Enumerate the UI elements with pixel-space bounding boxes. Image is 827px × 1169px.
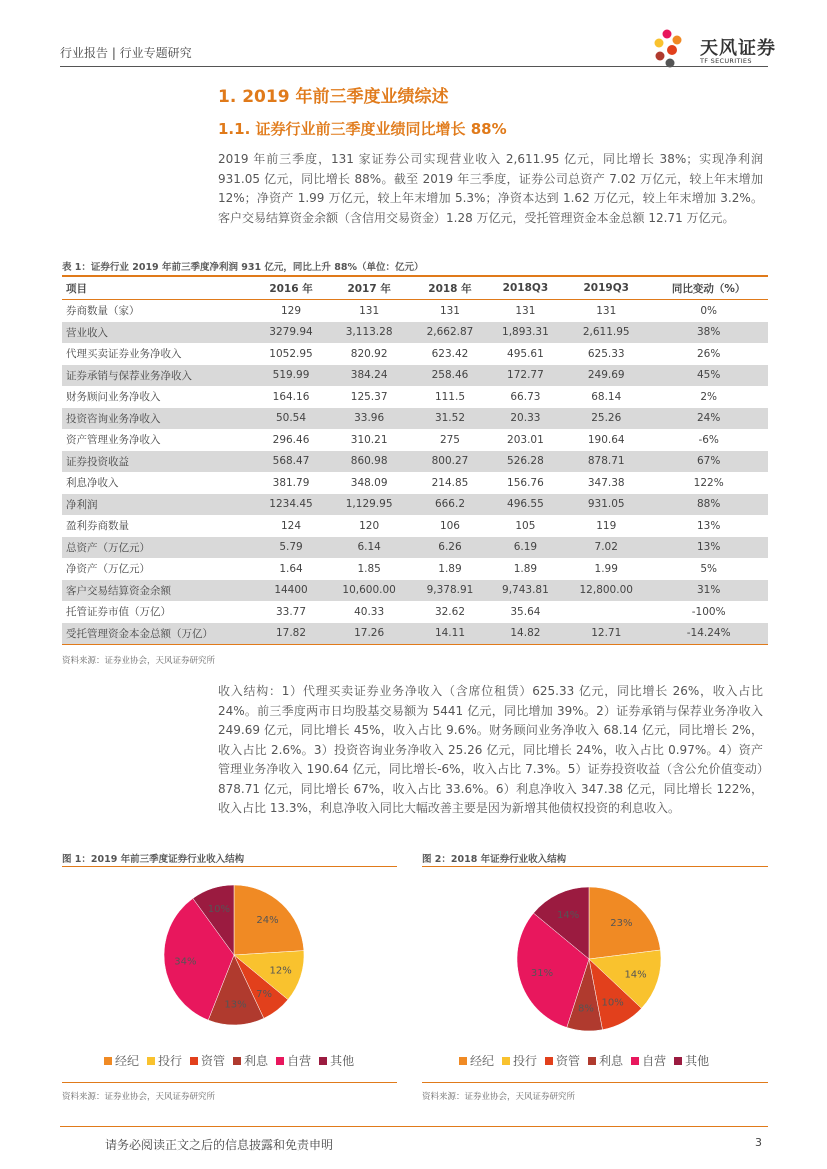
- row-label: 证券投资收益: [62, 451, 256, 473]
- performance-table: [62, 275, 768, 645]
- table-cell: 1052.95: [269, 347, 313, 360]
- pie-data-label: 14%: [624, 969, 647, 981]
- table-cell: 119: [596, 519, 617, 532]
- row-label: 营业收入: [62, 322, 256, 344]
- table-cell: 131: [515, 304, 536, 317]
- table-header-cell: 2016 年: [256, 276, 326, 300]
- table-cell: 122%: [693, 476, 724, 489]
- legend-swatch: [276, 1057, 284, 1065]
- legend-item: [147, 1052, 182, 1069]
- table-cell: 105: [515, 519, 536, 532]
- table-cell: 5.79: [256, 537, 326, 559]
- table-cell: 310.21: [350, 433, 388, 446]
- table-cell: 14.82: [488, 623, 563, 645]
- pie-data-label: 8%: [577, 1003, 594, 1015]
- table-cell: 6.19: [488, 537, 563, 559]
- table-cell: -14.24%: [649, 623, 768, 645]
- legend-item: [545, 1052, 580, 1069]
- disclaimer-text: 请务必阅读正文之后的信息披露和免责申明: [105, 1138, 334, 1152]
- pie-data-label: 14%: [557, 910, 580, 922]
- table-cell: 14.11: [412, 623, 487, 645]
- figure-1-title: 图 1：2019 年前三季度证券行业收入结构: [62, 854, 245, 865]
- logo-text: 天风证券: [700, 38, 776, 59]
- figure-1-legend: [104, 1052, 354, 1069]
- table-cell: 1,129.95: [326, 494, 412, 516]
- legend-label: 其他: [685, 1054, 710, 1068]
- table-cell: 20.33: [488, 408, 563, 430]
- legend-label: 经纪: [470, 1054, 495, 1068]
- row-label: 证券承销与保荐业务净收入: [62, 365, 256, 387]
- table-cell: 495.61: [507, 347, 544, 360]
- table-cell: 131: [359, 304, 380, 317]
- table-cell: 275: [439, 433, 460, 446]
- legend-label: 资管: [556, 1054, 581, 1068]
- figure-2-bottom-rule: [422, 1082, 768, 1083]
- table-cell: 1,893.31: [488, 322, 563, 344]
- table-cell: 190.64: [587, 433, 625, 446]
- legend-item: [631, 1052, 666, 1069]
- legend-swatch: [502, 1057, 510, 1065]
- table-cell: 17.82: [256, 623, 326, 645]
- table-cell: 1.99: [594, 562, 618, 575]
- legend-swatch: [104, 1057, 112, 1065]
- table-cell: 820.92: [350, 347, 388, 360]
- logo-subtext: TF SECURITIES: [700, 57, 752, 65]
- subsection-heading: 1.1. 证券行业前三季度业绩同比增长 88%: [218, 120, 507, 138]
- table-cell: -100%: [691, 605, 726, 618]
- table-cell: 296.46: [272, 433, 310, 446]
- table-cell: 623.42: [431, 347, 469, 360]
- table-cell: 9,378.91: [412, 580, 487, 602]
- table-cell: 33.96: [326, 408, 412, 430]
- table-row: [62, 429, 768, 451]
- logo-dot: [655, 39, 664, 48]
- legend-label: 其他: [330, 1054, 355, 1068]
- table-header-cell: 2018 年: [412, 276, 487, 300]
- pie-data-label: 10%: [601, 997, 624, 1009]
- table-cell: 1.89: [438, 562, 462, 575]
- logo-dot: [663, 30, 672, 39]
- table-cell: 214.85: [431, 476, 469, 489]
- legend-label: 资管: [201, 1054, 226, 1068]
- table-row: [62, 580, 768, 602]
- pie-data-label: 31%: [530, 968, 554, 980]
- table-cell: 6.14: [326, 537, 412, 559]
- legend-item: [233, 1052, 268, 1069]
- table-cell: 348.09: [350, 476, 388, 489]
- table-cell: 131: [439, 304, 460, 317]
- table-header-cell: 2018Q3: [488, 276, 563, 300]
- table-cell: 67%: [649, 451, 768, 473]
- row-label: 投资咨询业务净收入: [62, 408, 256, 430]
- legend-item: [276, 1052, 311, 1069]
- row-label: 净利润: [62, 494, 256, 516]
- pie-data-label: 13%: [224, 999, 247, 1011]
- row-label: 利息净收入: [66, 477, 119, 490]
- figure-2-top-rule: [422, 866, 768, 867]
- table-cell: 24%: [649, 408, 768, 430]
- row-label: 盈利券商数量: [66, 520, 129, 533]
- legend-label: 投行: [513, 1054, 538, 1068]
- table-cell: [563, 601, 649, 623]
- table-header-cell: 项目: [62, 276, 256, 300]
- row-label: 托管证券市值（万亿）: [66, 606, 171, 619]
- table-cell: 172.77: [488, 365, 563, 387]
- table-cell: 156.76: [507, 476, 544, 489]
- table-row: [62, 537, 768, 559]
- table-cell: 31.52: [412, 408, 487, 430]
- table-cell: 878.71: [563, 451, 649, 473]
- table-cell: 347.38: [587, 476, 625, 489]
- legend-label: 自营: [287, 1054, 312, 1068]
- pie-data-label: 34%: [174, 956, 197, 968]
- table-cell: 129: [280, 304, 302, 317]
- legend-swatch: [147, 1057, 155, 1065]
- table-cell: 10,600.00: [326, 580, 412, 602]
- row-label: 资产管理业务净收入: [66, 434, 161, 447]
- legend-swatch: [631, 1057, 639, 1065]
- table-cell: 203.01: [507, 433, 544, 446]
- pie-data-label: 23%: [610, 917, 633, 929]
- table-cell: 1234.45: [256, 494, 326, 516]
- table-cell: 1.89: [513, 562, 538, 575]
- table-cell: 45%: [649, 365, 768, 387]
- table-cell: 2%: [700, 390, 717, 403]
- table-cell: 12,800.00: [563, 580, 649, 602]
- table-header-cell: 同比变动（%）: [649, 276, 768, 300]
- figure-1-pie-chart: [162, 883, 306, 1027]
- table-cell: 249.69: [563, 365, 649, 387]
- row-label: 代理买卖证券业务净收入: [66, 348, 182, 361]
- table-cell: 17.26: [326, 623, 412, 645]
- legend-item: [190, 1052, 225, 1069]
- table-cell: -6%: [698, 433, 719, 446]
- table-cell: 13%: [649, 537, 768, 559]
- legend-item: [674, 1052, 709, 1069]
- revenue-structure-paragraph: 收入结构：1）代理买卖证券业务净收入（含席位租赁）625.33 亿元，同比增长 26%，收入占比 24%。前三季度两市日均股基交易额为 5441 亿元，同比增加 39%。2）证券承销与保荐业务净收入 249.69 亿元，同比增长 45%，收入占比 9.6%。财务顾问业务净收入 68.14 亿元，同比增长 2%，收入占比 2.6%。3）投资咨询业务净收入 25.26 亿元，同比增长 24%，收入占比 0.97%。4）资产管理业务净收入 190.64 亿元，同比增长-6%，收入占比 7.3%。5）证券投资收益（含公允价值变动）878.71 亿元，同比增长 67%，收入占比 33.6%。6）利息净收入 347.38 亿元，同比增长 122%，收入占比 13.3%，利息净收入同比大幅改善主要是因为新增其他债权投资的利息收入。: [218, 684, 763, 815]
- table-cell: 26%: [697, 347, 721, 360]
- table-cell: 860.98: [326, 451, 412, 473]
- table-cell: 25.26: [563, 408, 649, 430]
- table-cell: 800.27: [412, 451, 487, 473]
- figure-1-top-rule: [62, 866, 397, 867]
- table-cell: 164.16: [272, 390, 310, 403]
- table-cell: 7.02: [563, 537, 649, 559]
- table-cell: 35.64: [510, 605, 541, 618]
- table-cell: 5%: [700, 562, 717, 575]
- table-cell: 625.33: [587, 347, 625, 360]
- table-cell: 0%: [700, 304, 717, 317]
- table-header-cell: 2017 年: [326, 276, 412, 300]
- table-row: [62, 472, 768, 494]
- table-source: 资料来源：证券业协会，天风证券研究所: [62, 656, 216, 666]
- table-cell: 124: [280, 519, 302, 532]
- table-row: [62, 322, 768, 344]
- table-cell: 9,743.81: [488, 580, 563, 602]
- logo-dot: [667, 45, 677, 55]
- figure-2-title: 图 2：2018 年证券行业收入结构: [422, 854, 567, 865]
- row-label: 净资产（万亿元）: [66, 563, 150, 576]
- table-cell: 1.64: [279, 562, 303, 575]
- legend-swatch: [233, 1057, 241, 1065]
- table-cell: 33.77: [275, 605, 307, 618]
- table-row: [62, 494, 768, 516]
- table-cell: 66.73: [510, 390, 541, 403]
- table-row: [62, 343, 768, 365]
- legend-swatch: [319, 1057, 327, 1065]
- table-cell: 31%: [649, 580, 768, 602]
- table-row: [62, 601, 768, 623]
- pie-data-label: 7%: [256, 989, 272, 1001]
- table-cell: 526.28: [488, 451, 563, 473]
- table-row: [62, 558, 768, 580]
- table-cell: 38%: [649, 322, 768, 344]
- table-header-cell: 2019Q3: [563, 276, 649, 300]
- report-category: 行业报告 | 行业专题研究: [60, 46, 192, 60]
- logo-dot: [656, 52, 665, 61]
- table-cell: 88%: [649, 494, 768, 516]
- legend-swatch: [459, 1057, 467, 1065]
- table-cell: 1.85: [357, 562, 381, 575]
- table-cell: 111.5: [434, 390, 465, 403]
- legend-item: [588, 1052, 623, 1069]
- row-label: 受托管理资金本金总额（万亿）: [62, 623, 256, 645]
- legend-item: [502, 1052, 537, 1069]
- table-cell: 32.62: [434, 605, 465, 618]
- legend-label: 利息: [244, 1054, 269, 1068]
- legend-item: [104, 1052, 139, 1069]
- table-cell: 6.26: [412, 537, 487, 559]
- legend-label: 投行: [158, 1054, 183, 1068]
- row-label: 券商数量（家）: [66, 305, 140, 318]
- figure-1-source: 资料来源：证券业协会，天风证券研究所: [62, 1092, 216, 1102]
- table-cell: 384.24: [326, 365, 412, 387]
- table-cell: 40.33: [354, 605, 385, 618]
- section-heading: 1. 2019 年前三季度业绩综述: [218, 87, 449, 107]
- table-cell: 50.54: [256, 408, 326, 430]
- legend-swatch: [674, 1057, 682, 1065]
- table-row: [62, 623, 768, 645]
- legend-label: 利息: [599, 1054, 624, 1068]
- table-cell: 68.14: [591, 390, 622, 403]
- table-row: [62, 300, 768, 322]
- table-cell: 381.79: [272, 476, 310, 489]
- table-cell: 519.99: [256, 365, 326, 387]
- logo-dot: [673, 36, 682, 45]
- figure-2-source: 资料来源：证券业协会，天风证券研究所: [422, 1092, 576, 1102]
- footer-divider: [60, 1126, 768, 1127]
- table-cell: 2,611.95: [563, 322, 649, 344]
- row-label: 财务顾问业务净收入: [66, 391, 161, 404]
- table-row: [62, 451, 768, 473]
- table-cell: 3279.94: [256, 322, 326, 344]
- table-cell: 3,113.28: [326, 322, 412, 344]
- table-cell: 931.05: [563, 494, 649, 516]
- legend-swatch: [190, 1057, 198, 1065]
- table-cell: 131: [596, 304, 617, 317]
- pie-data-label: 10%: [207, 903, 230, 915]
- row-label: 客户交易结算资金余额: [62, 580, 256, 602]
- table-cell: 106: [439, 519, 460, 532]
- table-row: [62, 515, 768, 537]
- figure-2-pie-chart: [515, 885, 663, 1033]
- legend-label: 自营: [642, 1054, 667, 1068]
- table-cell: 568.47: [256, 451, 326, 473]
- table-cell: 496.55: [488, 494, 563, 516]
- table-caption: 表 1：证券行业 2019 年前三季度净利润 931 亿元，同比上升 88%（单位：亿元）: [62, 262, 424, 273]
- table-cell: 13%: [697, 519, 721, 532]
- figure-1-bottom-rule: [62, 1082, 397, 1083]
- logo-dot: [666, 59, 675, 68]
- legend-item: [459, 1052, 494, 1069]
- table-cell: 125.37: [350, 390, 388, 403]
- intro-paragraph: 2019 年前三季度，131 家证券公司实现营业收入 2,611.95 亿元，同比增长 38%；实现净利润 931.05 亿元，同比增长 88%。截至 2019 年三季度，证券公司总资产 7.02 万亿元，较上年末增加 12%；净资产 1.99 万亿元，较上年末增加 5.3%；净资本达到 1.62 万亿元，较上年末增加 3.2%。客户交易结算资金余额（含信用交易资金）1.28 万亿元，受托管理资金本金总额 12.71 万亿元。: [218, 152, 763, 225]
- table-cell: 666.2: [412, 494, 487, 516]
- legend-swatch: [588, 1057, 596, 1065]
- table-header-row: [62, 276, 768, 300]
- table-row: [62, 365, 768, 387]
- pie-data-label: 12%: [269, 965, 292, 977]
- table-cell: 2,662.87: [412, 322, 487, 344]
- legend-swatch: [545, 1057, 553, 1065]
- table-cell: 12.71: [563, 623, 649, 645]
- table-cell: 120: [359, 519, 380, 532]
- page-number: 3: [755, 1136, 762, 1149]
- table-cell: 258.46: [412, 365, 487, 387]
- table-cell: 14400: [256, 580, 326, 602]
- figure-2-legend: [459, 1052, 709, 1069]
- row-label: 总资产（万亿元）: [62, 537, 256, 559]
- legend-item: [319, 1052, 354, 1069]
- legend-label: 经纪: [115, 1054, 140, 1068]
- table-row: [62, 408, 768, 430]
- pie-data-label: 24%: [256, 914, 279, 926]
- table-row: [62, 386, 768, 408]
